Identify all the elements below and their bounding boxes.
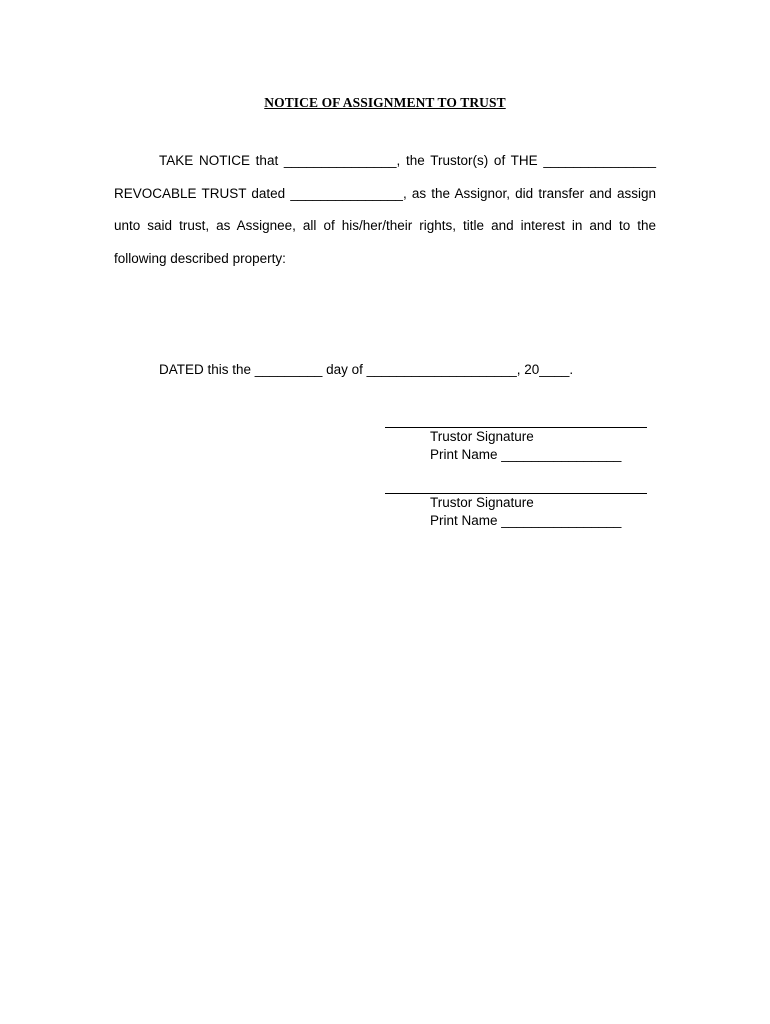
trustor-signature-label: Trustor Signature <box>430 495 534 510</box>
dated-line: DATED this the _________ day of ____________________, 20____. <box>159 362 574 377</box>
print-name-line: Print Name ________________ <box>430 447 622 462</box>
notice-paragraph: TAKE NOTICE that _______________, the Trustor(s) of THE _______________ REVOCABLE TRUST dated _______________, as the Assignor, did transfer and assign unto said trust, as Assignee, all of his/her/their rights, title and interest in and to the following described property: <box>114 153 656 266</box>
trustor-signature-label: Trustor Signature <box>430 429 534 444</box>
signature-block-1 <box>385 427 647 464</box>
document-title: NOTICE OF ASSIGNMENT TO TRUST <box>264 95 506 110</box>
print-name-line: Print Name ________________ <box>430 513 622 528</box>
signature-block-2 <box>385 493 647 530</box>
